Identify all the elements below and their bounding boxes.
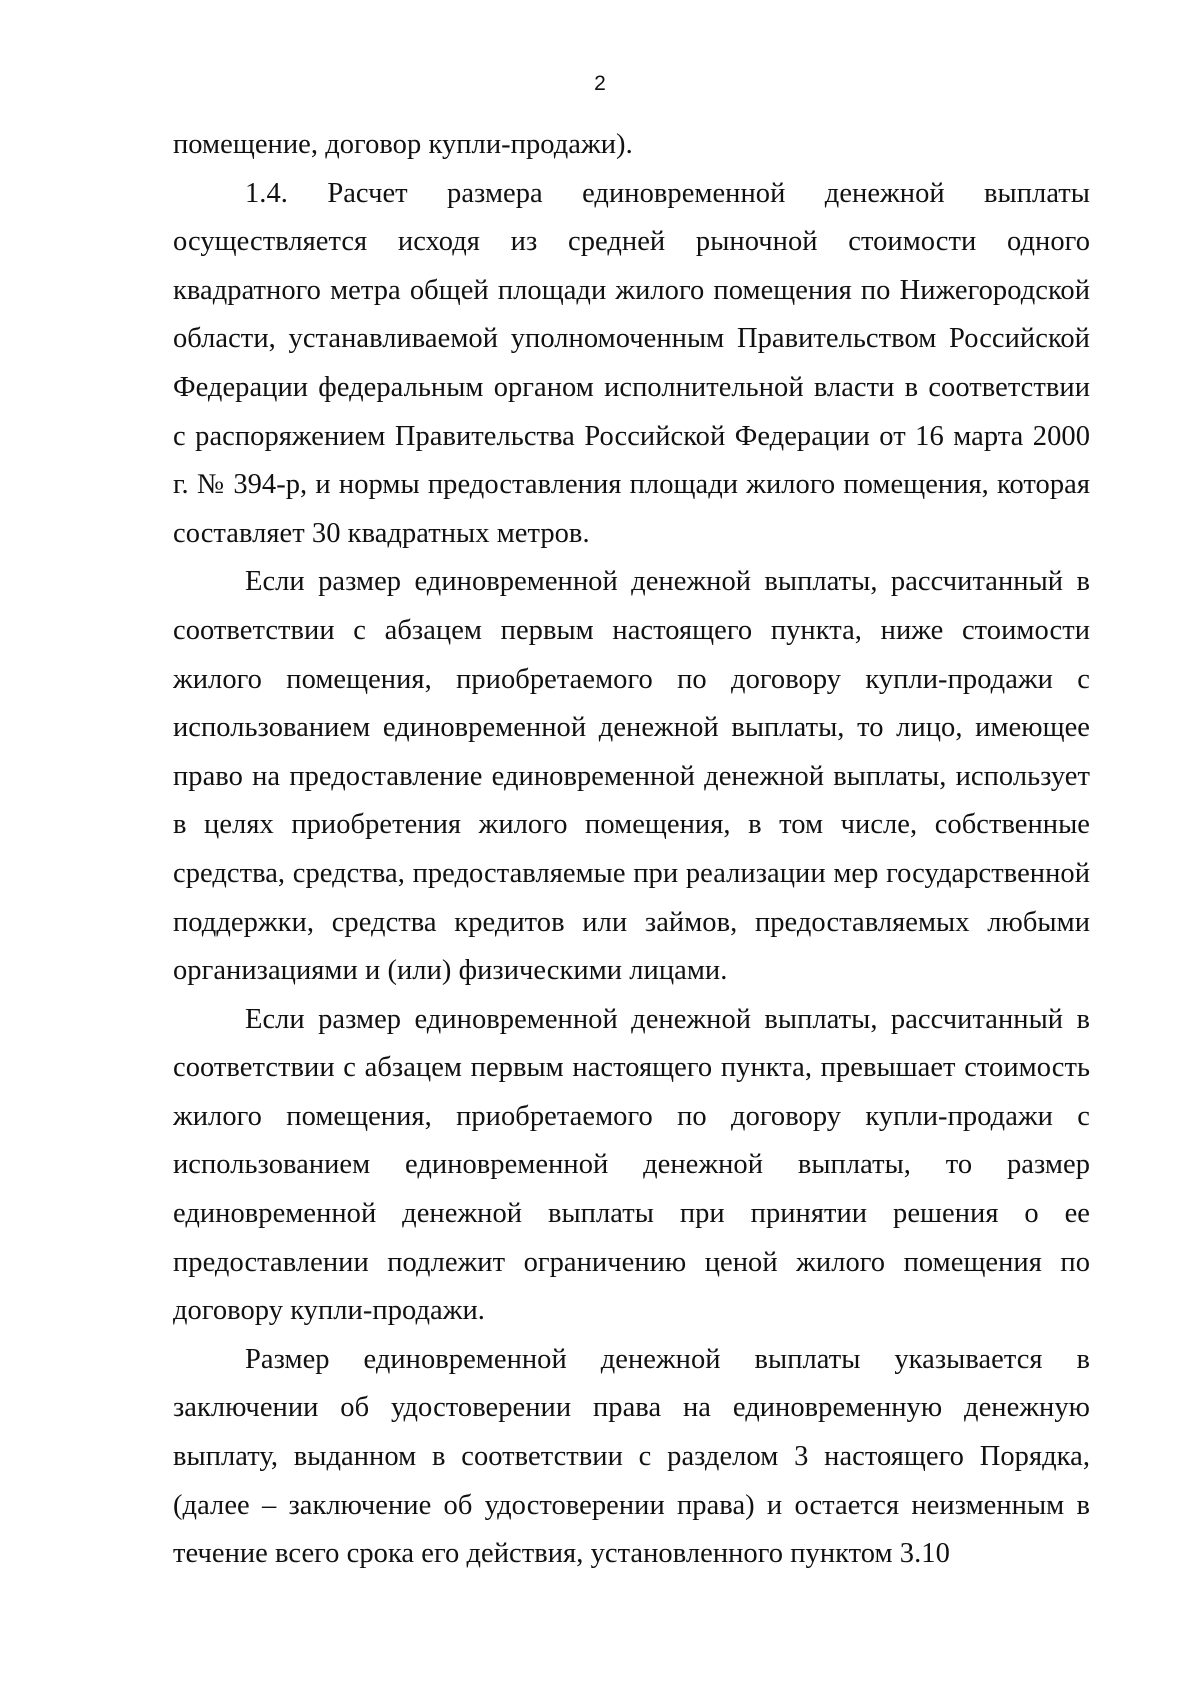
document-body: [173, 121, 1090, 1579]
paragraph-payment-below-cost: Если размер единовременной денежной выплаты, рассчитанный в соответствии с абзацем первым настоящего пункта, ниже стоимости жилого помещения, приобретаемого по договору купли-продажи с использованием единовременной денежной выплаты, то лицо, имеющее право на предоставление единовременной денежной выплаты, использует в целях приобретения жилого помещения, в том числе, собственные средства, средства, предоставляемые при реализации мер государственной поддержки, средства кредитов или займов, предоставляемых любыми организациями и (или) физическими лицами.: [173, 566, 1090, 987]
page-number: 2: [594, 72, 606, 95]
paragraph-1-4-calculation: 1.4. Расчет размера единовременной денежной выплаты осуществляется исходя из средней рыночной стоимости одного квадратного метра общей площади жилого помещения по Нижегородской области, устанавливаемой уполномоченным Правительством Российской Федерации федеральным органом исполнительной власти в соответствии с распоряжением Правительства Российской Федерации от 16 марта 2000 г. № 394-р, и нормы предоставления площади жилого помещения, которая составляет 30 квадратных метров.: [173, 177, 1090, 549]
paragraph-payment-amount-conclusion: Размер единовременной денежной выплаты указывается в заключении об удостоверении права на единовременную денежную выплату, выданном в соответствии с разделом 3 настоящего Порядка, (далее – заключение об удостоверении права) и остается неизменным в течение всего срока его действия, установленного пунктом 3.10: [173, 1343, 1090, 1570]
paragraph-continuation: помещение, договор купли-продажи).: [173, 129, 633, 160]
paragraph-payment-exceeds-cost: Если размер единовременной денежной выплаты, рассчитанный в соответствии с абзацем первым настоящего пункта, превышает стоимость жилого помещения, приобретаемого по договору купли-продажи с использованием единовременной денежной выплаты, то размер единовременной денежной выплаты при принятии решения о ее предоставлении подлежит ограничению ценой жилого помещения по договору купли-продажи.: [173, 1003, 1090, 1327]
